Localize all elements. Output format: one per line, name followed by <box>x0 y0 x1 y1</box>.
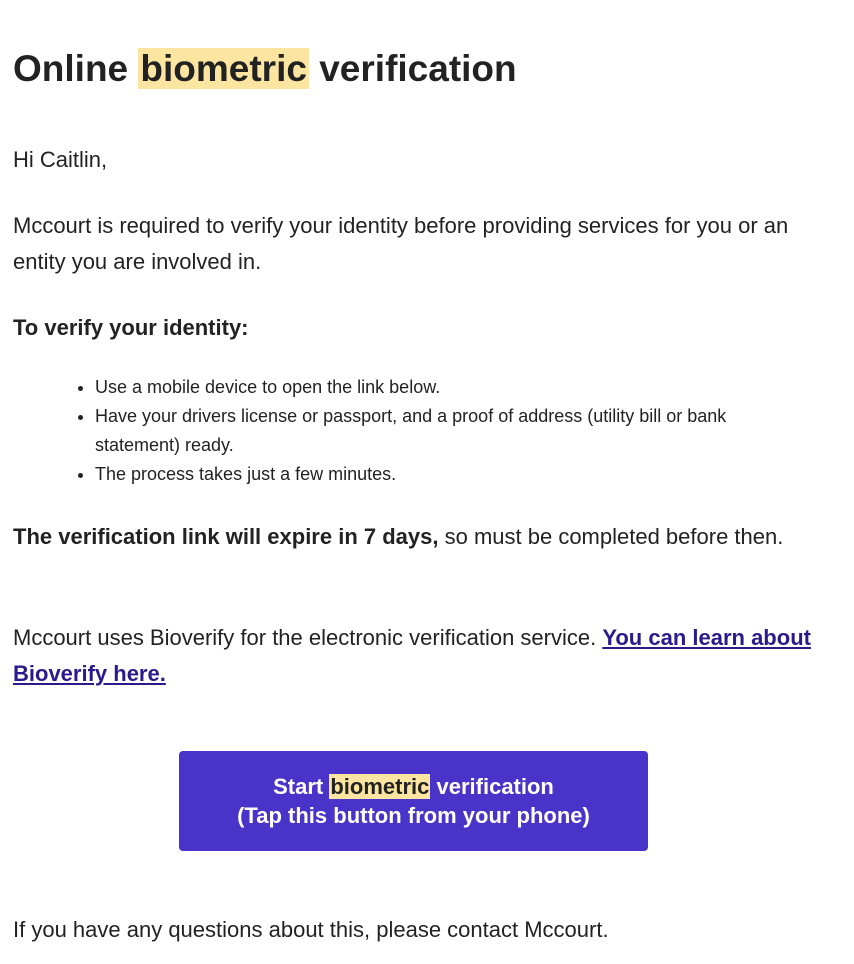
search-highlight: biometric <box>140 48 307 89</box>
learn-about-bioverify-link[interactable]: You can learn about Bioverify here. <box>13 625 811 686</box>
steps-list <box>13 373 795 489</box>
list-item: • Use a mobile device to open the link below. <box>95 373 795 402</box>
cta-line-2: (Tap this button from your phone) <box>237 803 590 828</box>
expiry-rest: so must be completed before then. <box>438 524 784 549</box>
expiry-bold: The verification link will expire in 7 days, <box>13 524 439 549</box>
expiry-paragraph <box>13 519 813 555</box>
title-text-before: Online <box>13 48 139 89</box>
closing-paragraph: If you have any questions about this, please contact Mccourt. <box>13 917 609 942</box>
intro-paragraph: Mccourt is required to verify your identity before providing services for you or an entity you are involved in. <box>13 213 789 274</box>
start-verification-button[interactable] <box>179 751 648 851</box>
title-text-after: verification <box>308 48 517 89</box>
list-item: • The process takes just a few minutes. <box>95 460 795 489</box>
bioverify-text: Mccourt uses Bioverify for the electronic verification service. <box>13 625 603 650</box>
verify-heading: To verify your identity: <box>13 315 249 340</box>
bioverify-paragraph <box>13 620 833 692</box>
email-title <box>13 46 517 92</box>
list-item: • Have your drivers license or passport, and a proof of address (utility bill or bank statement) ready. <box>95 402 795 460</box>
cta-text-after: verification <box>430 774 554 799</box>
cta-line-1 <box>273 772 554 801</box>
search-highlight: biometric <box>330 774 430 799</box>
greeting: Hi Caitlin, <box>13 147 108 172</box>
cta-text-before: Start <box>273 774 330 799</box>
